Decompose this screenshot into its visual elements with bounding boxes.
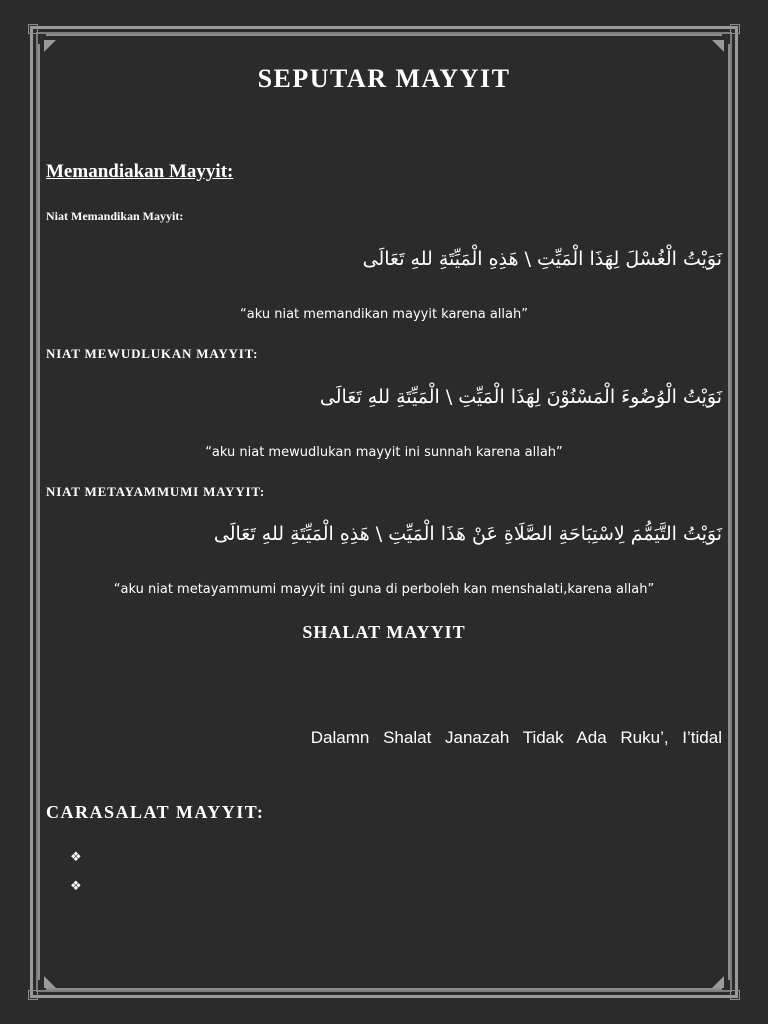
translation-wudlu: “aku niat mewudlukan mayyit ini sunnah karena allah”	[205, 445, 563, 460]
arabic-niat-tayammum: نَوَيْتُ التَّيَمُّمَ لِاسْتِبَاحَةِ الصَّلَاةِ عَنْ هَذَا الْمَيِّتِ \ هَذِهِ الْمَيِّتَةِ للهِ تَعَالَى	[213, 523, 722, 545]
corner-ornament-bottom-left	[44, 976, 56, 988]
frame-rail-left	[38, 44, 40, 980]
translation-memandikan: “aku niat memandikan mayyit karena allah”	[240, 307, 528, 322]
corner-square-bottom-left	[28, 990, 38, 1000]
corner-square-bottom-right	[730, 990, 740, 1000]
frame-rail-bottom	[46, 988, 722, 990]
niat-mewudlukan-label: NIAT MEWUDLUKAN MAYYIT:	[46, 346, 259, 361]
memandikan-heading: Memandiakan Mayyit:	[46, 161, 234, 182]
shalat-mayyit-heading: SHALAT MAYYIT	[302, 622, 466, 642]
cara-salat-heading: CARASALAT MAYYIT:	[46, 802, 265, 822]
frame-rail-right	[728, 44, 730, 980]
corner-ornament-top-left	[44, 40, 56, 52]
list-bullet-icon: ❖	[70, 850, 82, 865]
corner-square-top-left	[28, 24, 38, 34]
corner-ornament-top-right	[712, 40, 724, 52]
page-title: SEPUTAR MAYYIT	[257, 64, 511, 93]
niat-memandikan-label: Niat Memandikan Mayyit:	[46, 209, 184, 223]
shalat-paragraph: Dalamn Shalat Janazah Tidak Ada Ruku’, I’tidal	[310, 728, 722, 747]
list-bullet-icon: ❖	[70, 879, 82, 894]
corner-square-top-right	[730, 24, 740, 34]
arabic-niat-wudlu: نَوَيْتُ الْوُضُوءَ الْمَسْنُوْنَ لِهَذَا الْمَيِّتِ \ الْمَيِّتَةِ للهِ تَعَالَى	[319, 386, 722, 408]
niat-metayammumi-label: NIAT METAYAMMUMI MAYYIT:	[46, 484, 266, 499]
corner-ornament-bottom-right	[712, 976, 724, 988]
translation-tayammum: “aku niat metayammumi mayyit ini guna di perboleh kan menshalati,karena allah”	[113, 582, 655, 597]
frame-rail-top	[46, 34, 722, 36]
arabic-niat-memandikan: نَوَيْتُ الْغُسْلَ لِهَذَا الْمَيِّتِ \ هَذِهِ الْمَيِّتَةِ للهِ تَعَالَى	[362, 248, 722, 270]
